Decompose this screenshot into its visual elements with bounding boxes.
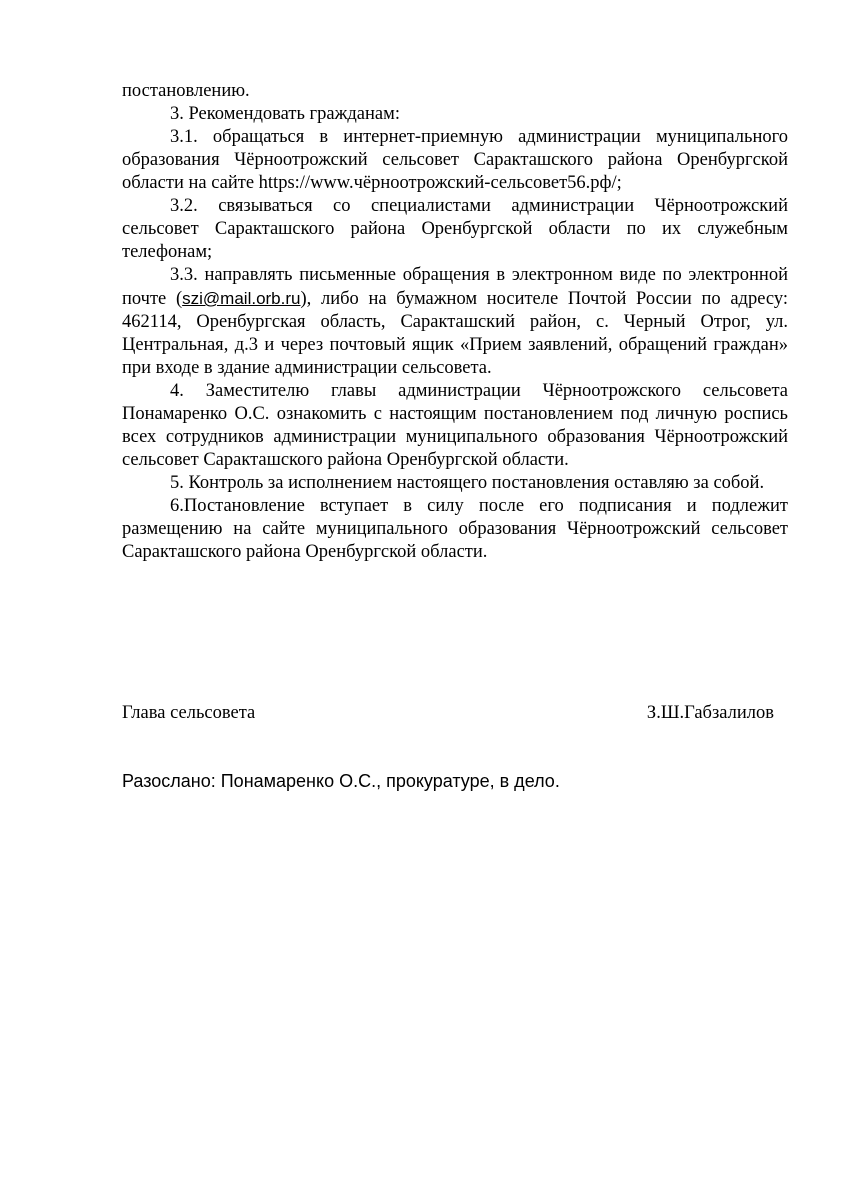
distribution-list: Разослано: Понамаренко О.С., прокуратуре, в дело. <box>122 771 560 791</box>
item-4: 4. Заместителю главы администрации Чёрноотрожского сельсовета Понамаренко О.С. ознакомить с настоящим постановлением под личную роспись всех сотрудников администрации муниципального образования Чёрноотрожский сельсовет Саракташского района Оренбургской области. <box>122 381 788 470</box>
item-3-2: 3.2. связываться со специалистами администрации Чёрноотрожский сельсовет Саракташского района Оренбургской области по их служебным телефонам; <box>122 196 788 262</box>
signature-block <box>122 702 788 728</box>
item-5: 5. Контроль за исполнением настоящего постановления оставляю за собой. <box>170 473 765 493</box>
item-3-3-text-after: ), либо на бумажном носителе Почтой России по адресу: 462114, Оренбургская область, Саракташский район, с. Черный Отрог, ул. Центральная, д.3 и через почтовый ящик «Прием заявлений, обращений граждан» при входе в здание администрации сельсовета. <box>122 289 788 378</box>
signature-title: Глава сельсовета <box>122 703 256 723</box>
lead-fragment: постановлению. <box>122 81 250 101</box>
document-body <box>122 80 788 564</box>
email-link[interactable]: szi@mail.orb.ru <box>182 289 301 308</box>
item-3-3-text-before: 3.3. направлять письменные обращения в электронном виде по электронной почте ( <box>122 265 788 309</box>
item-3-heading: 3. Рекомендовать гражданам: <box>170 104 400 124</box>
signature-name: З.Ш.Габзалилов <box>646 703 774 723</box>
item-6: 6.Постановление вступает в силу после его подписания и подлежит размещению на сайте муниципального образования Чёрноотрожский сельсовет Саракташского района Оренбургской области. <box>122 496 788 562</box>
item-3-1: 3.1. обращаться в интернет-приемную администрации муниципального образования Чёрноотрожский сельсовет Саракташского района Оренбургской области на сайте https://www.чёрноотрожский-сельсовет56.рф/; <box>122 127 788 193</box>
item-3-3 <box>122 264 788 380</box>
